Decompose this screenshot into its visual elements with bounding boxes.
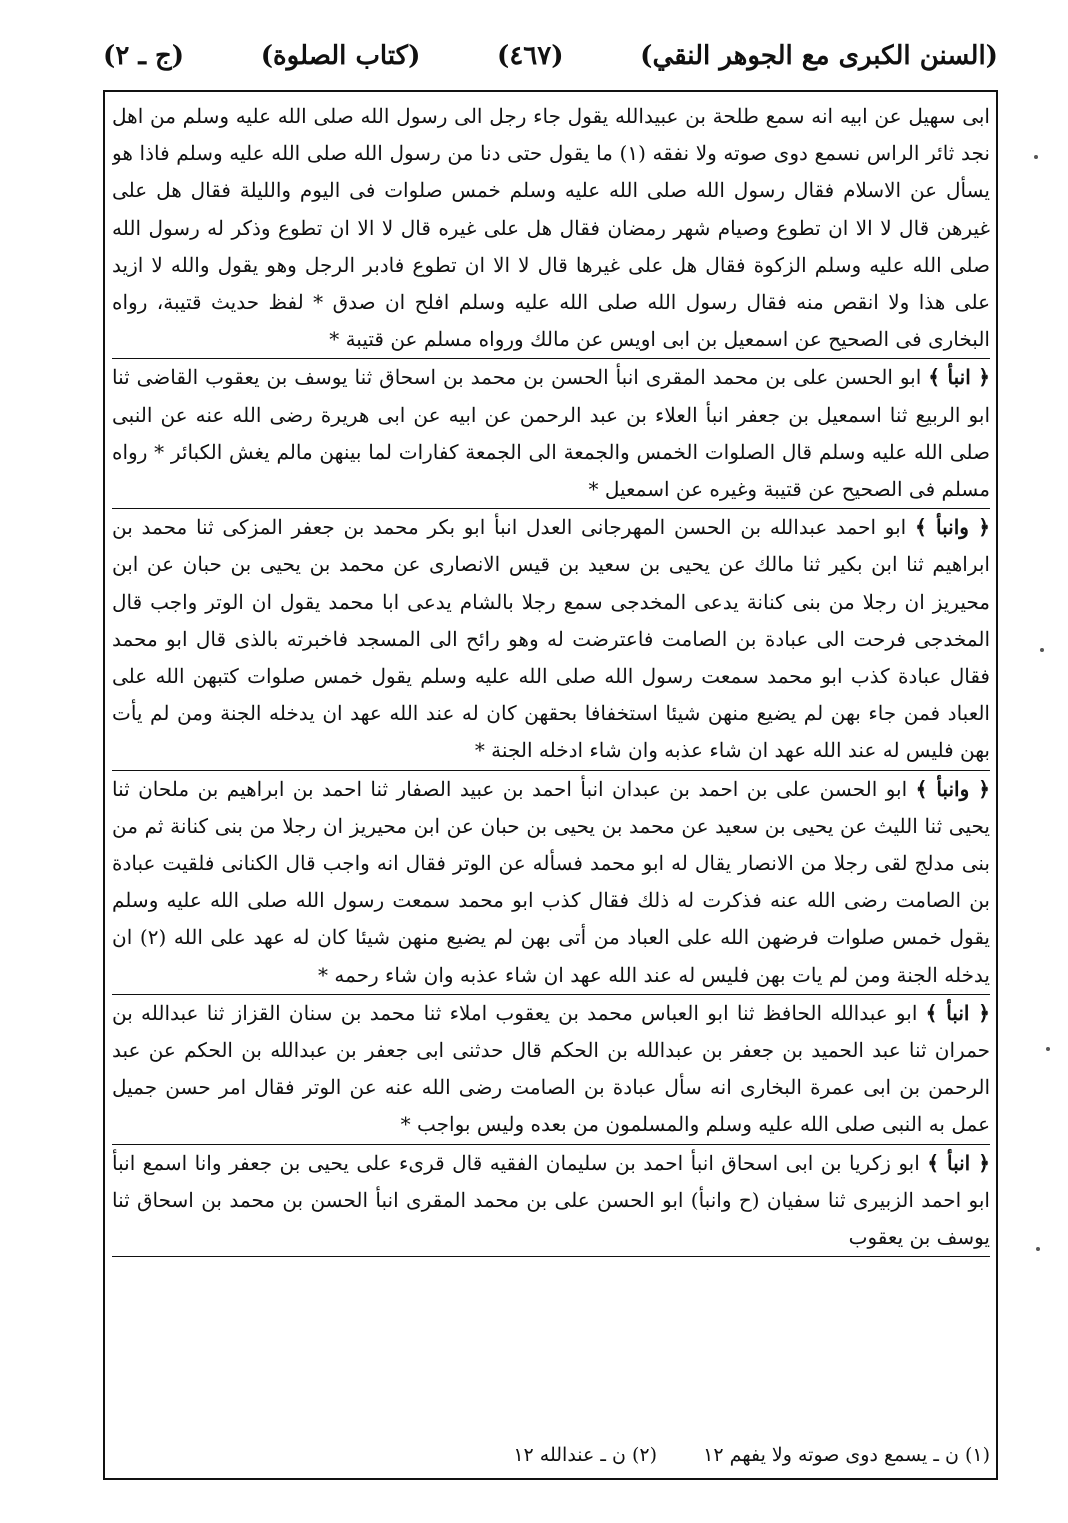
paragraph-text: ابو زكريا بن ابى اسحاق انبأ احمد بن سليمان الفقيه قال قرىء على يحيى بن جعفر وانا اسمع انبأ ابو احمد الزبيرى ثنا سفيان (ح وانبأ) ابو الحسن على بن محمد المقرى انبأ الحسن بن محمد بن اسحاق ثنا يوسف بن يعقوب (112, 1150, 990, 1250)
scan-speck (1046, 1047, 1050, 1051)
footnote: (٢) ن ـ عندالله ١٢ (513, 1444, 658, 1466)
page-header (103, 30, 998, 82)
scan-speck (1034, 155, 1038, 159)
footnotes (112, 1436, 990, 1474)
paragraph-text: ابى سهيل عن ابيه انه سمع طلحة بن عبيدالله يقول جاء رجل الى رسول الله صلى الله عليه وسلم من اهل نجد ثائر الراس نسمع دوى صوته ولا نفقه (١) ما يقول حتى دنا من رسول الله صلى الله عليه وسلم فاذا هو يسأل عن الاسلام فقال رسول الله صلى الله عليه وسلم خمس صلوات فى اليوم والليلة فقال هل على غيرهن قال لا الا ان تطوع وصيام شهر رمضان فقال هل على غيره قال لا الا ان تطوع وذكر له رسول الله صلى الله عليه وسلم الزكوة فقال هل على غيرها قال لا الا ان تطوع فادبر الرجل وهو يقول والله لا ازيد على هذا ولا انقص منه فقال رسول الله صلى الله عليه وسلم افلح ان صدق * لفظ حديث قتيبة، رواه البخارى فى الصحيح عن اسمعيل بن ابى اويس عن مالك ورواه مسلم عن قتيبة * (112, 104, 990, 352)
hadith-paragraph (112, 508, 990, 769)
paragraph-text: ابو عبدالله الحافظ ثنا ابو العباس محمد بن يعقوب املاء ثنا محمد بن سنان القزاز ثنا عبدالله بن حمران ثنا عبد الحميد بن جعفر بن عبدالله بن الحكم قال حدثنى ابى جعفر بن عبدالله بن الحكم عن عبد الرحمن بن ابى عمرة البخارى انه سأل عبادة بن الصامت رضى الله عنه عن الوتر فقال امر حسن جميل عمل به النبى صلى الله عليه وسلم والمسلمون من بعده وليس بواجب * (112, 1000, 990, 1137)
volume-number: (ج ـ ٢) (103, 41, 185, 71)
hadith-paragraph (112, 98, 990, 358)
isnad-marker: ﴿ انبأ ﴾ (925, 1000, 990, 1025)
paragraph-text: ابو الحسن على بن محمد المقرى انبأ الحسن بن محمد بن اسحاق ثنا يوسف بن يعقوب القاضى ثنا ابو الربيع ثنا اسمعيل بن جعفر انبأ العلاء بن عبد الرحمن عن ابيه عن ابى هريرة رضى الله عنه عن النبى صلى الله عليه وسلم قال الصلوات الخمس والجمعة الى الجمعة كفارات لما بينهن مالم يغش الكبائر * رواه مسلم فى الصحيح عن قتيبة وغيره عن اسمعيل * (112, 365, 990, 502)
isnad-marker: ﴿ وانبأ ﴾ (915, 776, 990, 801)
isnad-marker: ﴿ وانبأ ﴾ (914, 515, 990, 540)
page-number: (٤٦٧) (497, 41, 564, 71)
main-text (112, 98, 990, 1428)
hadith-paragraph (112, 994, 990, 1144)
hadith-paragraph (112, 770, 990, 994)
scan-speck (1036, 1247, 1040, 1251)
scan-speck (1040, 648, 1044, 652)
paragraph-text: ابو الحسن على بن احمد بن عبدان انبأ احمد بن عبيد الصفار ثنا احمد بن ابراهيم بن ملحان ثنا يحيى ثنا الليث عن يحيى بن سعيد عن محمد بن يحيى بن حبان عن ابن محيريز ان رجلا من بنى كنانة ثم من بنى مدلج لقى رجلا من الانصار يقال له ابو محمد فسأله عن الوتر فقال انه واجب قال الكنانى فلقيت عبادة بن الصامت رضى الله عنه فذكرت له ذلك فقال كذب ابو محمد سمعت رسول الله صلى الله عليه وسلم يقول خمس صلوات فرضهن الله على العباد من أتى بهن لم يضيع منهن شيئا كان له عهد على الله (٢) ان يدخله الجنة ومن لم يات بهن فليس له عند الله عهد ان شاء عذبه وان شاء رحمه * (112, 776, 990, 987)
isnad-marker: ﴿ انبأ ﴾ (927, 1150, 990, 1175)
paragraph-text: ابو احمد عبدالله بن الحسن المهرجانى العدل انبأ ابو بكر محمد بن جعفر المزكى ثنا محمد بن ابراهيم ثنا ابن بكير ثنا مالك عن يحيى بن سعيد بن قيس الانصارى عن محمد بن يحيى بن حبان عن ابن محيريز ان رجلا من بنى كنانة يدعى المخدجى سمع رجلا بالشام يدعى ابا محمد يقول ان الوتر واجب قال المخدجى فرحت الى عبادة بن الصامت فاعترضت له وهو رائح الى المسجد فاخبرته بالذى قال ابو محمد فقال عبادة كذب ابو محمد سمعت رسول الله صلى الله عليه وسلم يقول خمس صلوات كتبهن الله على العباد فمن جاء بهن لم يضيع منهن شيئا استخفافا بحقهن كان له عند الله عهد ان يدخله الجنة ومن لم يأت بهن فليس له عند الله عهد ان شاء عذبه وان شاء ادخله الجنة * (112, 515, 990, 763)
book-title: (السنن الكبرى مع الجوهر النقي) (640, 41, 998, 71)
isnad-marker: ﴿ انبأ ﴾ (928, 365, 990, 390)
hadith-paragraph (112, 1144, 990, 1258)
hadith-paragraph (112, 358, 990, 508)
footnote: (١) ن ـ يسمع دوى صوته ولا يفهم ١٢ (703, 1444, 990, 1466)
chapter-title: (كتاب الصلوة) (260, 41, 421, 71)
